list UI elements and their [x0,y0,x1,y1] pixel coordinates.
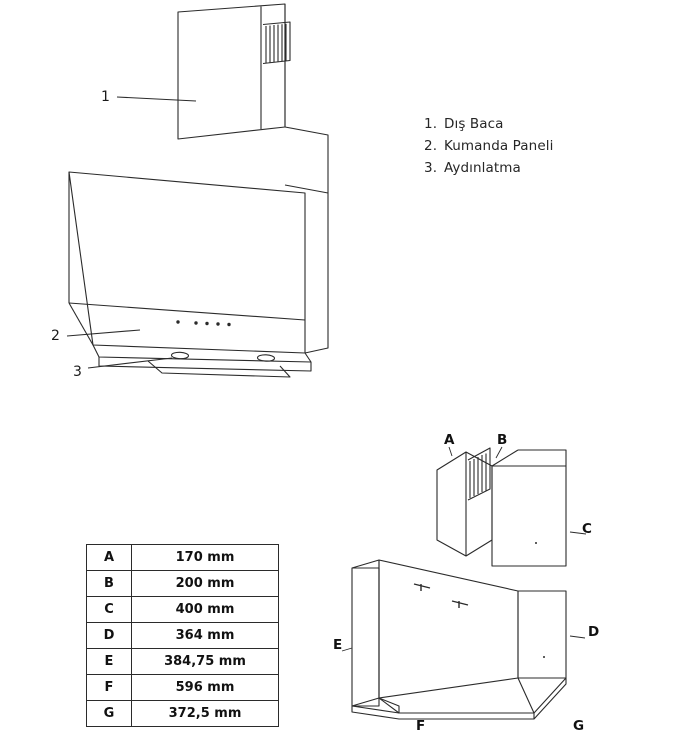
hood-glass-panel [69,172,305,353]
dimension-table [86,544,279,727]
dimension-key: G [87,701,132,727]
dimension-panel-d [518,591,566,678]
legend-item-label: Kumanda Paneli [444,138,554,154]
dimension-letter-g: G [573,718,585,734]
legend-item-1 [424,113,654,135]
mounting-brackets [414,584,468,608]
dimension-panel-c [492,450,566,566]
hood-underside [99,352,311,377]
dimension-key: C [87,597,132,623]
dimension-value: 200 mm [132,571,279,597]
table-row [87,545,279,571]
dimension-key: F [87,675,132,701]
parts-legend [424,113,654,179]
legend-item-label: Dış Baca [444,116,504,132]
dimension-key: B [87,571,132,597]
dimension-key: E [87,649,132,675]
exploded-chimney [437,448,492,556]
callout-leader-lines [67,97,196,368]
exploded-base [352,678,566,719]
legend-item-label: Aydınlatma [444,160,521,176]
table-row [87,571,279,597]
dimension-value: 170 mm [132,545,279,571]
table-row [87,649,279,675]
legend-item-2 [424,135,654,157]
legend-item-number: 3. [424,160,438,176]
hood-back-panel [285,4,328,353]
dimension-value: 372,5 mm [132,701,279,727]
table-row [87,701,279,727]
dimension-value: 400 mm [132,597,279,623]
dimension-value: 596 mm [132,675,279,701]
dimension-panel-e [352,560,379,706]
control-panel-buttons [176,320,230,326]
callout-number-1: 1 [101,89,110,105]
exploded-glass-panel [379,560,534,713]
dimension-letter-e: E [333,637,343,653]
dimension-value: 364 mm [132,623,279,649]
legend-item-3 [424,157,654,179]
dimension-value: 384,75 mm [132,649,279,675]
table-row [87,675,279,701]
control-panel-strip [93,345,311,362]
dimension-letter-a: A [444,432,455,448]
dimension-key: D [87,623,132,649]
callout-number-3: 3 [73,364,82,380]
table-row [87,623,279,649]
legend-item-number: 2. [424,138,438,154]
callout-number-2: 2 [51,328,60,344]
table-row [87,597,279,623]
dimension-letter-b: B [497,432,508,448]
chimney-upper [178,4,290,139]
dimension-letter-d: D [588,624,600,640]
dimension-letter-f: F [416,718,426,734]
dimension-key: A [87,545,132,571]
legend-item-number: 1. [424,116,438,132]
dimension-letter-c: C [582,521,592,537]
